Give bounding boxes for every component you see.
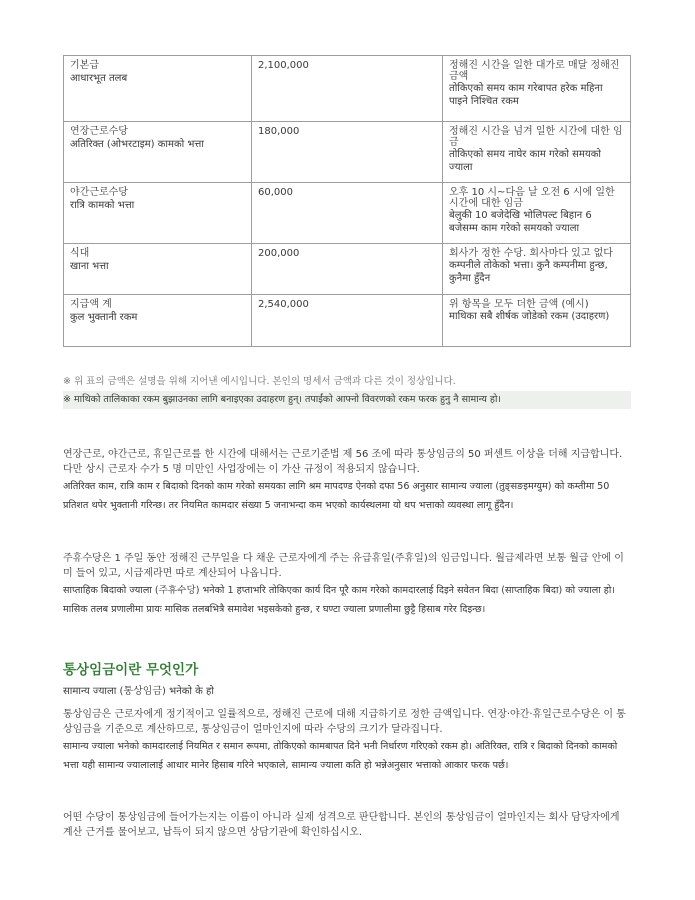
item-desc-cell xyxy=(443,244,631,295)
item-desc-cell xyxy=(443,295,631,347)
item-desc-ko: 정해진 시간을 일한 대가로 매달 정해진 금액 xyxy=(449,60,620,82)
item-name-cell xyxy=(64,56,252,122)
table-row xyxy=(64,56,631,122)
item-name-ko: 야간근로수당 xyxy=(70,187,128,198)
item-name-ne: खाना भत्ता xyxy=(70,260,109,272)
item-name-cell xyxy=(64,122,252,183)
premium-pay-text-ko: 연장근로, 야간근로, 휴일근로를 한 시간에 대해서는 근로기준법 제 56 조에 따라 통상임금의 50 퍼센트 이상을 더해 지급합니다. 다만 상시 근로자 수가 5 명 미만인 사업장에는 이 가산 규정이 적용되지 않습니다. xyxy=(63,449,623,475)
ordinary-wage-text-ko: 통상임금은 근로자에게 정기적이고 일률적으로, 정해진 근로에 대해 지급하기로 정한 금액입니다. 연장·야간·휴일근로수당은 이 통상임금을 기준으로 계산하므로, 통상임금이 얼마인지에 따라 수당의 크기가 달라집니다. xyxy=(63,709,626,735)
item-name-ko: 식대 xyxy=(70,248,90,259)
wage-check-text-ko: 어떤 수당이 통상임금에 들어가는지는 이름이 아니라 실제 성격으로 판단합니다. 본인의 통상임금이 얼마인지는 회사 담당자에게 계산 근거를 물어보고, 납득이 되지 않으면 상담기관에 확인하십시오. xyxy=(63,812,620,838)
weekly-holiday-paragraph xyxy=(63,552,631,619)
item-name-ko: 지급액 계 xyxy=(70,299,112,310)
item-amount: 2,100,000 xyxy=(258,60,309,71)
item-amount: 2,540,000 xyxy=(258,299,309,310)
section-heading: 통상임금이란 무엇인가 xyxy=(63,662,199,678)
item-name-ne: अतिरिक्त (ओभरटाइम) कामको भत्ता xyxy=(70,138,204,150)
item-desc-ne: कम्पनीले तोकेको भत्ता। कुनै कम्पनीमा हुन्छ, कुनैमा हुँदैन xyxy=(449,260,608,284)
item-desc-cell xyxy=(443,122,631,183)
weekly-holiday-text-ne: साप्ताहिक बिदाको ज्याला (주휴수당) भनेको 1 हप्ताभरि तोकिएका कार्य दिन पूरै काम गरेको कामदारलाई दिइने सवेतन बिदा (साप्ताहिक बिदा) को ज्याला हो। मासिक तलब प्रणालीमा प्रायः मासिक तलबभित्रै समावेश भइसकेको हुन्छ, र घण्टा ज्याला प्रणालीमा छुट्टै हिसाब गरेर दिइन्छ। xyxy=(63,585,615,615)
item-desc-ko: 정해진 시간을 넘겨 일한 시간에 대한 임금 xyxy=(449,126,623,148)
table-row xyxy=(64,295,631,347)
wage-check-paragraph xyxy=(63,811,631,840)
item-amount: 200,000 xyxy=(258,248,300,259)
item-name-ne: कुल भुक्तानी रकम xyxy=(70,311,138,323)
table-row xyxy=(64,122,631,183)
ordinary-wage-text-ne: सामान्य ज्याला भनेको कामदारलाई नियमित र समान रूपमा, तोकिएको कामबापत दिने भनी निर्धारण गरिएको रकम हो। अतिरिक्त, रात्रि र बिदाको दिनको कामको भत्ता यही सामान्य ज्यालालाई आधार मानेर हिसाब गरिने भएकाले, सामान्य ज्याला कति हो भन्नेअनुसार भत्ताको आकार फरक पर्छ। xyxy=(63,741,618,771)
item-amount: 60,000 xyxy=(258,187,293,198)
table-note-nepali: ※ माथिको तालिकाका रकम बुझाउनका लागि बनाइएका उदाहरण हुन्। तपाईंको आफ्नो विवरणको रकम फरक हुनु नै सामान्य हो। xyxy=(63,391,631,409)
item-amount-cell xyxy=(252,244,443,295)
ordinary-wage-paragraph xyxy=(63,708,631,775)
item-amount-cell xyxy=(252,122,443,183)
section-subheading: सामान्य ज्याला (통상임금) भनेको के हो xyxy=(63,686,214,697)
item-desc-cell xyxy=(443,183,631,244)
premium-pay-paragraph xyxy=(63,448,631,515)
item-amount-cell xyxy=(252,56,443,122)
item-desc-ko: 오후 10 시~다음 날 오전 6 시에 일한 시간에 대한 임금 xyxy=(449,187,615,209)
item-name-cell xyxy=(64,183,252,244)
item-amount: 180,000 xyxy=(258,126,300,137)
pay-items-table xyxy=(63,55,631,347)
item-desc-ko: 위 항목을 모두 더한 금액 (예시) xyxy=(449,299,589,310)
table-row xyxy=(64,183,631,244)
weekly-holiday-text-ko: 주휴수당은 1 주일 동안 정해진 근무일을 다 채운 근로자에게 주는 유급휴일(주휴일)의 임금입니다. 월급제라면 보통 월급 안에 이미 들어 있고, 시급제라면 따로 계산되어 나옵니다. xyxy=(63,553,624,579)
item-desc-ne: तोकिएको समय काम गरेबापत हरेक महिना पाइने निश्चित रकम xyxy=(449,83,603,107)
item-amount-cell xyxy=(252,183,443,244)
table-note-korean: ※ 위 표의 금액은 설명을 위해 지어낸 예시입니다. 본인의 명세서 금액과 다른 것이 정상입니다. xyxy=(63,376,456,387)
item-name-ne: आधारभूत तलब xyxy=(70,72,128,84)
item-desc-cell xyxy=(443,56,631,122)
item-name-cell xyxy=(64,295,252,347)
item-name-ko: 연장근로수당 xyxy=(70,126,128,137)
item-desc-ne: बेलुकी 10 बजेदेखि भोलिपल्ट बिहान 6 बजेसम्म काम गरेको समयको ज्याला xyxy=(449,210,592,234)
premium-pay-text-ne: अतिरिक्त काम, रात्रि काम र बिदाको दिनको काम गरेको समयका लागि श्रम मापदण्ड ऐनको दफा 56 अनुसार सामान्य ज्याला (तुङ्सङइमग्युम) को कम्तीमा 50 प्रतिशत थपेर भुक्तानी गरिन्छ। तर नियमित कामदार संख्या 5 जनाभन्दा कम भएको कार्यस्थलमा यो थप भत्ताको व्यवस्था लागू हुँदैन। xyxy=(63,481,610,511)
item-desc-ko: 회사가 정한 수당. 회사마다 있고 없다 xyxy=(449,248,613,259)
item-name-ko: 기본급 xyxy=(70,60,99,71)
item-name-cell xyxy=(64,244,252,295)
item-name-ne: रात्रि कामको भत्ता xyxy=(70,199,135,211)
item-amount-cell xyxy=(252,295,443,347)
item-desc-ne: माथिका सबै शीर्षक जोडेको रकम (उदाहरण) xyxy=(449,311,610,322)
table-row xyxy=(64,244,631,295)
item-desc-ne: तोकिएको समय नाघेर काम गरेको समयको ज्याला xyxy=(449,149,601,173)
